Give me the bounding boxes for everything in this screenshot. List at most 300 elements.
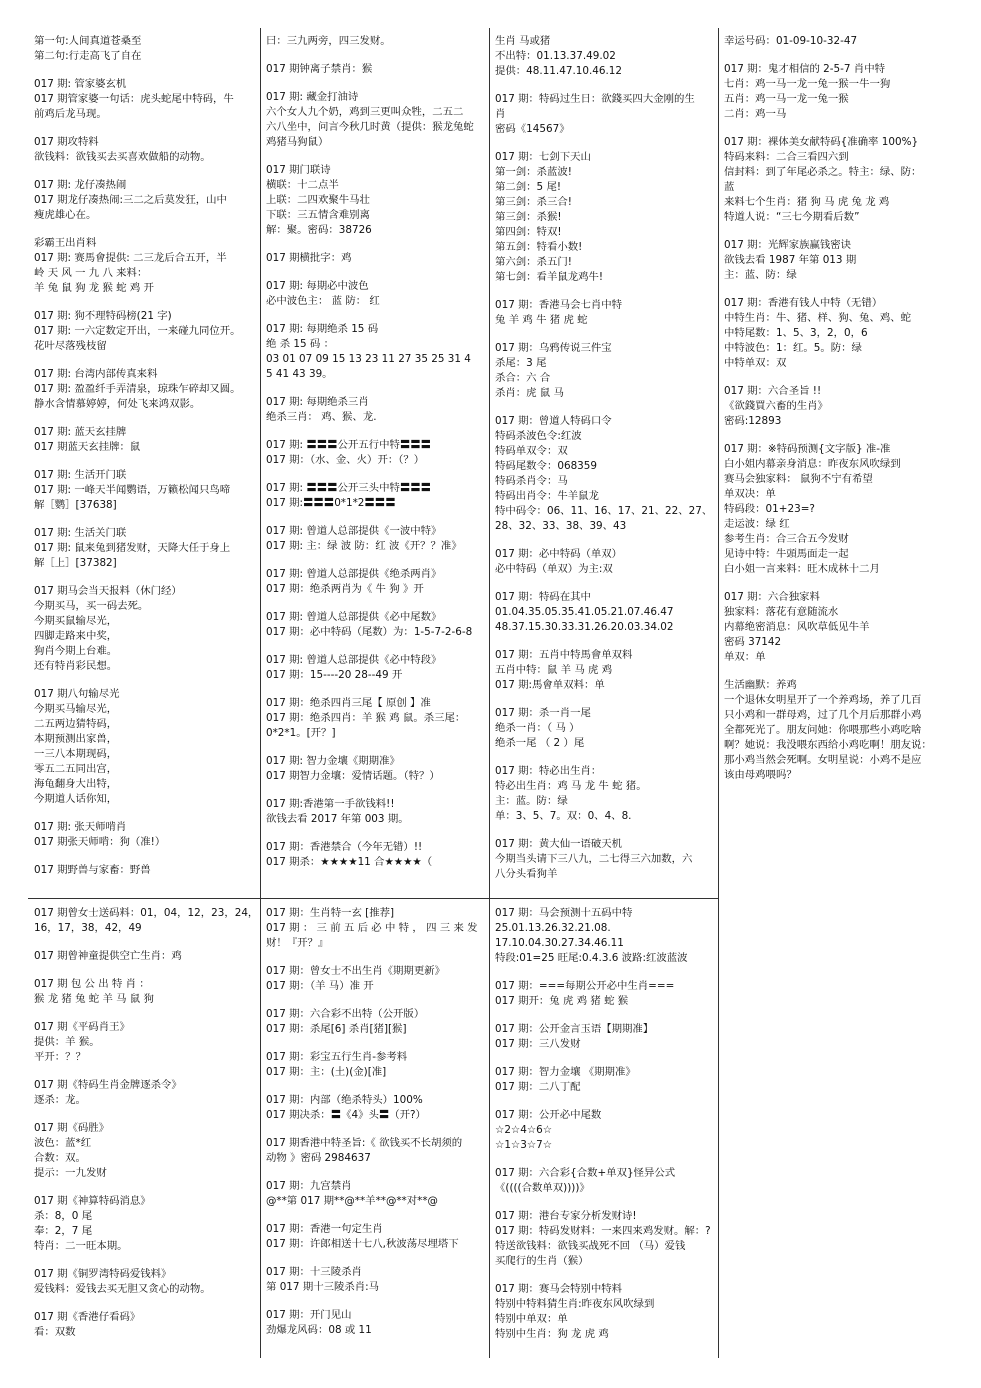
text-line: 中特单双：双 — [724, 357, 787, 369]
text-line: 017 期马会当天报料（休门经） — [34, 585, 182, 597]
text-line: 017 期：香港马会七肖中特 — [495, 299, 623, 311]
text-line: 一三八本期现码， — [34, 748, 118, 760]
text-block — [266, 840, 485, 870]
text-line: 生肖 马或猪 — [495, 35, 551, 47]
text-line: 017 期: 每期绝杀 15 码 — [266, 323, 379, 335]
text-line: 017 期《特码生肖金牌逐杀令》 — [34, 1079, 182, 1091]
text-block — [724, 442, 950, 577]
text-line: 特肖：二一旺本期。 — [34, 1240, 128, 1252]
text-line: 二肖：鸡一马 — [724, 108, 787, 120]
text-line: 买爬行的生肖（猴） — [495, 1255, 589, 1267]
text-line: 017 期：※特码预测{文字版} 准-准 — [724, 443, 891, 455]
text-line: 密码《14567》 — [495, 123, 570, 135]
text-line: 017 期：七剑下天山 — [495, 151, 591, 163]
text-block — [495, 1166, 714, 1196]
text-line: 017 期：绝杀四肖：羊 猴 鸡 鼠。杀三尾： — [266, 712, 466, 724]
text-line: 第四剑：特双! — [495, 226, 562, 238]
text-line: 017 期：彩宝五行生肖-参考料 — [266, 1051, 408, 1063]
text-line: 特中码令：06、11、16、17、21、22、27、 — [495, 505, 713, 517]
text-line: 财！『开？』 — [266, 937, 329, 949]
text-line: 瘦虎雄心在。 — [34, 209, 97, 221]
text-line: 017 期: 蓝天玄挂牌 — [34, 426, 127, 438]
text-line: 杀肖：虎 鼠 马 — [495, 387, 564, 399]
text-line: 下联：三五情含难别离 — [266, 209, 370, 221]
text-line: 平开：？？ — [34, 1051, 86, 1063]
text-line: 特别中单双：单 — [495, 1313, 568, 1325]
text-line: 017 期管家婆一句话：虎头蛇尾中特码，牛 — [34, 93, 234, 105]
text-line: 017 期: 〓〓〓公开三头中特〓〓〓 — [266, 482, 432, 494]
text-line: 肖 — [495, 108, 506, 120]
text-line: 第三剑：杀猴! — [495, 211, 562, 223]
text-block — [495, 979, 714, 1009]
text-line: 017 期 包 公 出 特 肖 ： — [34, 978, 150, 990]
text-line: 017 期决杀：〓《4》头〓（开?） — [266, 1109, 426, 1121]
text-line: 上联：二四欢聚牛马壮 — [266, 194, 370, 206]
text-line: 花叶尽落残枝留 — [34, 340, 107, 352]
text-block — [495, 298, 714, 328]
text-line: 017 期：公开金言玉语【期期准】 — [495, 1023, 654, 1035]
text-line: 必中特码（单双）为主:双 — [495, 563, 613, 575]
text-line: 017 期门联诗 — [266, 164, 331, 176]
column-2-bottom — [260, 904, 489, 1374]
text-line: 今期道人话你知， — [34, 793, 118, 805]
text-line: 信封料：到了年尾必杀之。特主：绿、防： — [724, 166, 922, 178]
text-line: 第六剑：杀五门! — [495, 256, 572, 268]
text-line: 特道人说：“三七今期看后数” — [724, 211, 860, 223]
text-block — [34, 178, 256, 223]
text-block — [495, 1209, 714, 1269]
text-line: 特码尾数令：068359 — [495, 460, 598, 472]
text-block — [266, 567, 485, 597]
text-block — [495, 92, 714, 137]
text-block — [34, 1078, 256, 1108]
text-block — [266, 1308, 485, 1338]
text-block — [34, 425, 256, 455]
text-line: 017 期：开门见山 — [266, 1309, 352, 1321]
text-block — [266, 1179, 485, 1209]
column-2-top — [260, 0, 489, 868]
text-block — [495, 590, 714, 635]
text-block — [266, 1007, 485, 1037]
text-line: 017 期: 赛馬會提供: 二三龙后合五开，半 — [34, 252, 227, 264]
text-line: 017 期：六合圣旨 !! — [724, 385, 822, 397]
text-block — [34, 526, 256, 571]
text-line: 只小鸡和一群母鸡，过了几个月后那群小鸡 — [724, 709, 922, 721]
text-line: 白小姐一言来料：旺木成林十二月 — [724, 563, 880, 575]
text-line: 017 期: 生活开门联 — [34, 469, 127, 481]
text-line: 生活幽默：养鸡 — [724, 679, 797, 691]
text-line: 绝杀一尾 （ 2 ）尾 — [495, 737, 585, 749]
text-line: 赛马会独家料： 鼠狗不宁有希望 — [724, 473, 873, 485]
text-line: 提示：一九发财 — [34, 1167, 107, 1179]
text-line: 017 期：特码在其中 — [495, 591, 591, 603]
text-line: 提供：48.11.47.10.46.12 — [495, 65, 623, 77]
text-line: 017 期：光辉家族赢钱密诀 — [724, 239, 852, 251]
text-line: 走运波：绿 红 — [724, 518, 790, 530]
text-line: 提供：羊 猴。 — [34, 1036, 100, 1048]
text-line: 017 期: 一峰天半闻鹦语，万籁松闻只鸟啼 — [34, 484, 231, 496]
text-line: 六个女人九个奶，鸡到三更叫众牲，二五二 — [266, 106, 464, 118]
text-line: 彩霸王出肖料 — [34, 237, 97, 249]
text-block — [34, 584, 256, 674]
text-line: 解［鹦］[37638] — [34, 499, 117, 511]
text-line: 动物 》密码 2984637 — [266, 1152, 371, 1164]
text-line: 解［上］[37382] — [34, 557, 117, 569]
text-line: 017 期：乌鸦传说三件宝 — [495, 342, 612, 354]
text-line: 欲钱去看 1987 年第 013 期 — [724, 254, 857, 266]
row-divider — [28, 898, 718, 899]
text-line: 017 期：十三陵杀肖 — [266, 1266, 362, 1278]
text-block — [724, 384, 950, 429]
text-line: 内幕绝密消息：风吹草低见牛羊 — [724, 621, 870, 633]
text-line: 017 期野兽与家畜：野兽 — [34, 864, 151, 876]
text-line: 017 期: 藏金打油诗 — [266, 91, 359, 103]
text-block — [495, 837, 714, 882]
text-line: 017 期: 每期绝杀三肖 — [266, 396, 369, 408]
text-line: 017 期：曾道人特码口令 — [495, 415, 612, 427]
text-line: 017 期：九宫禁肖 — [266, 1180, 352, 1192]
text-line: 017 期: 曾道人总部提供《必中尾数》 — [266, 611, 442, 623]
text-line: 017 期：公开必中尾数 — [495, 1109, 602, 1121]
text-line: 017 期：必中特码（单双） — [495, 548, 623, 560]
text-line: 单：3、5、7。双：0、4、8. — [495, 810, 632, 822]
text-line: 017 期《香港仔看码》 — [34, 1311, 141, 1323]
text-block — [266, 754, 485, 784]
text-line: 017 期：香港禁合（今年无错）!! — [266, 841, 423, 853]
text-line: 017 期杀：★★★★11 合★★★★（ — [266, 856, 433, 868]
text-line: 017 期：马会预测十五码中特 — [495, 907, 633, 919]
text-block — [34, 1020, 256, 1065]
text-line: 017 期：===每期公开必中生肖=== — [495, 980, 675, 992]
text-line: 017 期：赛马会特别中特料 — [495, 1283, 623, 1295]
text-line: 今期买鼠输尽光， — [34, 615, 118, 627]
text-block — [266, 251, 485, 266]
text-block — [724, 62, 950, 122]
text-line: 特码来料：二合三看四六到 — [724, 151, 849, 163]
text-line: 28、32、33、38、39、43 — [495, 520, 627, 532]
text-block — [34, 1310, 256, 1340]
text-line: 017 期蓝天玄挂牌：鼠 — [34, 441, 141, 453]
text-line: 017 期: 一六定数定开出，一来碰九同位开。 — [34, 325, 241, 337]
text-block — [34, 1194, 256, 1254]
text-block — [34, 977, 256, 1007]
text-line: 主：蓝。防：绿 — [495, 795, 568, 807]
text-line: 017 期：二八丁配 — [495, 1081, 581, 1093]
text-line: 二五两边猜特码， — [34, 718, 118, 730]
text-block — [724, 34, 950, 49]
text-line: 017 期智力金壤：爱情话题。（特？） — [266, 770, 440, 782]
text-line: 欲钱去看 2017 年第 003 期。 — [266, 813, 409, 825]
text-line: 017 期: 张天师啃肖 — [34, 821, 127, 833]
text-line: 017 期：（羊 马）准 开 — [266, 980, 374, 992]
text-line: 特码段：01+23=? — [724, 503, 815, 515]
text-block — [724, 238, 950, 283]
text-line: 017 期：绝杀四肖三尾【 原创 】准 — [266, 697, 431, 709]
text-line: 017 期《铜罗湾特码爱钱料》 — [34, 1268, 172, 1280]
text-line: 零五二五同出宫， — [34, 763, 118, 775]
text-block — [495, 1022, 714, 1052]
text-block — [34, 1267, 256, 1297]
text-line: 017 期：六合彩不出特（公开版） — [266, 1008, 425, 1020]
text-line: 今期买马，买一码去死。 — [34, 600, 149, 612]
text-line: 看：双数 — [34, 1326, 76, 1338]
text-line: 特别中特料猜生肖:昨夜东风吹绿到 — [495, 1298, 655, 1310]
text-block — [266, 481, 485, 511]
text-block — [34, 468, 256, 513]
text-line: 奉：2，7 尾 — [34, 1225, 93, 1237]
text-line: @**第 017 期**@**羊**@**对**@ — [266, 1195, 438, 1207]
text-block — [266, 395, 485, 425]
text-line: 017 期：（水、金、火）开：（？） — [266, 454, 425, 466]
text-line: 特别中生肖：狗 龙 虎 鸡 — [495, 1328, 609, 1340]
text-block — [266, 610, 485, 640]
text-line: 017 期：特必出生肖： — [495, 765, 602, 777]
text-line: 017 期：15----20 28--49 开 — [266, 669, 403, 681]
text-line: 017 期: 台湾内部传真来料 — [34, 368, 158, 380]
text-line: 017 期：香港有钱人中特（无错） — [724, 297, 883, 309]
text-line: 017 期：六合独家料 — [724, 591, 820, 603]
text-line: 杀合：六 合 — [495, 372, 551, 384]
text-line: 017 期：港台专家分析发财诗! — [495, 1210, 637, 1222]
text-line: 本期预测出家兽， — [34, 733, 118, 745]
text-block — [266, 279, 485, 309]
text-block — [495, 764, 714, 824]
text-line: 017 期《平码肖王》 — [34, 1021, 130, 1033]
text-line: 03 01 07 09 15 13 23 11 27 35 25 31 4 — [266, 353, 471, 365]
text-line: 17.10.04.30.27.34.46.11 — [495, 937, 624, 949]
text-block — [34, 687, 256, 807]
text-line: 017 期: 曾道人总部提供《必中特段》 — [266, 654, 442, 666]
text-line: 不出特：01.13.37.49.02 — [495, 50, 616, 62]
text-line: 五肖：鸡一马一龙一兔一猴 — [724, 93, 849, 105]
text-line: 幸运号码：01-09-10-32-47 — [724, 35, 858, 47]
text-line: 猴 龙 猪 兔 蛇 羊 马 鼠 狗 — [34, 993, 154, 1005]
text-block — [34, 34, 256, 64]
column-3-bottom — [489, 904, 718, 1374]
text-block — [724, 135, 950, 225]
text-line: 017 期：智力金壤 《期期准》 — [495, 1066, 636, 1078]
text-line: 一个退休女明星开了一个养鸡场，养了几百 — [724, 694, 922, 706]
text-line: 017 期: 主：绿 波 防：红 波《开？？准》 — [266, 540, 462, 552]
text-line: 今期买马输尽光， — [34, 703, 118, 715]
text-block — [724, 590, 950, 665]
text-line: 《欲錢買六畜的生肖》 — [724, 400, 828, 412]
text-block — [34, 863, 256, 878]
text-line: 017 期:〓〓〓0*1*2〓〓〓 — [266, 497, 396, 509]
text-line: 蓝 — [724, 181, 735, 193]
text-line: 017 期：特码发财料：一来四来鸡发财。解：? — [495, 1225, 711, 1237]
text-line: 第二剑：5 尾! — [495, 181, 562, 193]
text-line: 单双：单 — [724, 651, 766, 663]
text-line: 017 期：曾女士不出生肖《期期更新》 — [266, 965, 445, 977]
column-1-bottom — [28, 904, 260, 1374]
text-block — [266, 62, 485, 77]
text-block — [266, 34, 485, 49]
text-block — [266, 438, 485, 468]
text-line: 017 期: 曾道人总部提供《绝杀两肖》 — [266, 568, 442, 580]
text-line: ☆2☆4☆6☆ — [495, 1124, 553, 1136]
text-line: 017 期：杀尾[6] 杀肖[猪][猴] — [266, 1023, 407, 1035]
text-line: 017 期: 鼠来兔到猪发财，天降大任于身上 — [34, 542, 231, 554]
text-block — [266, 653, 485, 683]
text-line: 017 期: 生活关门联 — [34, 527, 127, 539]
text-line: 参考生肖：合三合五今发财 — [724, 533, 849, 545]
text-line: 前鸡后龙马现。 — [34, 108, 107, 120]
text-line: 主：蓝、防：绿 — [724, 269, 797, 281]
text-line: 017 期 ： 三 前 五 后 必 中 特 ， 四 三 来 发 — [266, 922, 478, 934]
text-line: 16，17，38，42，49 — [34, 922, 142, 934]
text-line: 中特波色：1：红。5。防：绿 — [724, 342, 862, 354]
text-line: 狗肖今期上台难。 — [34, 645, 118, 657]
text-line: 全都死光了。朋友问她：你喂那些小鸡吃啥 — [724, 724, 922, 736]
text-line: 该由母鸡喂吗？ — [724, 769, 797, 781]
text-block — [266, 797, 485, 827]
text-line: 特码单双令：双 — [495, 445, 568, 457]
text-line: 合数：双。 — [34, 1152, 86, 1164]
text-line: 必中波色主： 蓝 防： 红 — [266, 295, 380, 307]
text-block — [266, 163, 485, 238]
text-line: 单双决：单 — [724, 488, 776, 500]
text-block — [266, 524, 485, 554]
text-block — [495, 341, 714, 401]
text-line: 第五剑：特看小数! — [495, 241, 583, 253]
text-line: 特码杀波色令:红波 — [495, 430, 582, 442]
text-block — [724, 678, 950, 783]
text-block — [34, 949, 256, 964]
text-line: 017 期：裸体美女献特码{准确率 100%} — [724, 136, 919, 148]
text-block — [34, 236, 256, 296]
text-line: 017 期：三八发财 — [495, 1038, 581, 1050]
text-block — [34, 1121, 256, 1181]
text-block — [34, 906, 259, 936]
text-line: 017 期:香港第一手欲钱料!! — [266, 798, 395, 810]
text-line: 五肖中特：鼠 羊 马 虎 鸡 — [495, 664, 613, 676]
text-line: 5 41 43 39。 — [266, 368, 333, 380]
text-block — [495, 906, 714, 966]
text-block — [34, 77, 256, 122]
text-block — [495, 414, 714, 534]
text-line: 017 期：鬼才相信的 2-5-7 肖中特 — [724, 63, 885, 75]
text-line: 独家料：落花有意随流水 — [724, 606, 839, 618]
text-line: 特码杀肖令：马 — [495, 475, 568, 487]
text-line: 017 期: 管家婆玄机 — [34, 78, 127, 90]
text-line: 特送欲钱料：欲钱买战死不回 （马）爱钱 — [495, 1240, 686, 1252]
text-block — [724, 296, 950, 371]
text-line: 48.37.15.30.33.31.26.20.03.34.02 — [495, 621, 674, 633]
text-line: 017 期：生肖特一玄 [推荐] — [266, 907, 395, 919]
text-block — [495, 150, 714, 285]
text-line: 《((((合数单双))))》 — [495, 1182, 590, 1194]
text-block — [495, 547, 714, 577]
text-line: 中特尾数：1、5、3，2，0，6 — [724, 327, 868, 339]
text-line: 密码 37142 — [724, 636, 782, 648]
text-line: 七肖：鸡一马一龙一兔一猴一牛一狗 — [724, 78, 891, 90]
text-line: 八分头看狗羊 — [495, 868, 558, 880]
text-line: 劲爆龙风码：08 或 11 — [266, 1324, 372, 1336]
text-line: 017 期：特码过生日：欲錢买四大金刚的生 — [495, 93, 695, 105]
text-line: 逐杀：龙。 — [34, 1094, 86, 1106]
text-line: 见诗中特：牛頭馬面走一起 — [724, 548, 849, 560]
text-block — [266, 322, 485, 382]
text-line: 01.04.35.05.35.41.05.21.07.46.47 — [495, 606, 674, 618]
text-line: 海龟翻身大出特， — [34, 778, 118, 790]
text-line: 017 期：内部（绝杀特头）100% — [266, 1094, 423, 1106]
text-line: 017 期曾女士送码料：01，04，12，23，24， — [34, 907, 259, 919]
text-line: 横联：十二点半 — [266, 179, 339, 191]
text-line: 白小姐内幕亲身消息：昨夜东风吹绿到 — [724, 458, 901, 470]
text-block — [495, 34, 714, 79]
text-line: 来料七个生肖：猪 狗 马 虎 兔 龙 鸡 — [724, 196, 890, 208]
text-line: 第三剑：杀三合! — [495, 196, 572, 208]
text-line: 绝杀三肖： 鸡、猴、龙. — [266, 411, 377, 423]
text-line: 017 期：主：(土)(金)[准] — [266, 1066, 387, 1078]
text-line: 杀：8，0 尾 — [34, 1210, 93, 1222]
column-4 — [718, 0, 954, 1388]
text-line: 六八坐中，问言今秋几时黄（提供：猴龙兔蛇 — [266, 121, 474, 133]
text-line: ☆1☆3☆7☆ — [495, 1139, 553, 1151]
text-line: 017 期曾神童提供空亡生肖：鸡 — [34, 950, 182, 962]
text-block — [266, 1222, 485, 1252]
text-line: 羊 兔 鼠 狗 龙 猴 蛇 鸡 开 — [34, 282, 154, 294]
text-line: 波色：蓝*红 — [34, 1137, 92, 1149]
text-line: 特码出肖令：牛羊鼠龙 — [495, 490, 599, 502]
text-block — [495, 1065, 714, 1095]
text-line: 0*2*1。[开？] — [266, 727, 336, 739]
text-line: 啊？她说：我没喂东西给小鸡吃啊！朋友说： — [724, 739, 932, 751]
text-block — [266, 1136, 485, 1166]
text-line: 017 期八句输尽光 — [34, 688, 120, 700]
text-line: 欲钱料：欲钱买去买喜欢做船的动物。 — [34, 151, 211, 163]
text-line: 密码:12893 — [724, 415, 782, 427]
text-block — [495, 1282, 714, 1342]
text-line: 特段:01=25 旺尾:0.4.3.6 波路:红波蓝波 — [495, 952, 688, 964]
text-line: 017 期开：兔 虎 鸡 猪 蛇 猴 — [495, 995, 629, 1007]
text-line: 解：聚。密码：38726 — [266, 224, 372, 236]
text-line: 兔 羊 鸡 牛 猪 虎 蛇 — [495, 314, 588, 326]
text-line: 017 期：六合彩{合数+单双}怪异公式 — [495, 1167, 676, 1179]
text-line: 静水含情慕婷婷，何处飞来鸿双影。 — [34, 398, 201, 410]
text-block — [34, 367, 256, 412]
text-line: 017 期横批字：鸡 — [266, 252, 352, 264]
text-line: 017 期: 智力金壤《期期准》 — [266, 755, 400, 767]
text-line: 017 期《码胜》 — [34, 1122, 110, 1134]
text-line: 017 期: 龙仔凑热闹 — [34, 179, 127, 191]
text-line: 中特生肖：牛、猪、样、狗、兔、鸡、蛇 — [724, 312, 912, 324]
text-block — [266, 906, 485, 951]
text-line: 017 期张天师啃：狗（准!） — [34, 836, 166, 848]
text-line: 四脚走路来中奖， — [34, 630, 118, 642]
text-line: 特必出生肖：鸡 马 龙 牛 蛇 猪。 — [495, 780, 647, 792]
text-line: 017 期:馬會单双料：单 — [495, 679, 605, 691]
text-line: 鸡猪马狗鼠） — [266, 136, 329, 148]
text-line: 017 期：绝杀两肖为《 牛 狗 》开 — [266, 583, 424, 595]
text-line: 第七剑：看羊鼠龙鸡牛! — [495, 271, 604, 283]
text-line: 017 期钟离子禁肖：猴 — [266, 63, 373, 75]
text-block — [495, 1108, 714, 1153]
text-line: 那小鸡当然会死啊。女明星说：小鸡不是应 — [724, 754, 922, 766]
text-block — [266, 1050, 485, 1080]
text-line: 绝 杀 15 码 ： — [266, 338, 334, 350]
text-line: 岭 天 风 一 九 八 来料： — [34, 267, 148, 279]
text-line: 017 期香港中特圣旨:《 欲钱买不长胡须的 — [266, 1137, 463, 1149]
text-line: 017 期：黄大仙一语破天机 — [495, 838, 623, 850]
text-line: 017 期: 盈盈纤手弄清泉，琼珠乍碎却又圆。 — [34, 383, 241, 395]
text-line: 今期当头请下三八九，二七得三六加数，六 — [495, 853, 693, 865]
text-line: 017 期：许郎相送十七八,秋波荡尽埋塔下 — [266, 1238, 459, 1250]
text-line: 017 期：必中特码（尾数）为：1-5-7-2-6-8 — [266, 626, 473, 638]
column-3-top — [489, 0, 718, 880]
text-line: 第二句:行走高飞了自在 — [34, 50, 142, 62]
